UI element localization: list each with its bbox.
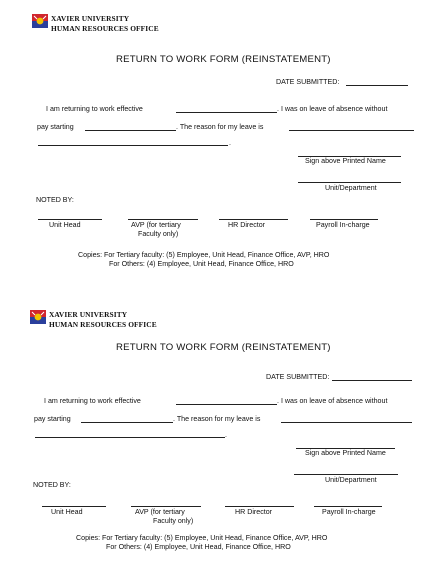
unit-head-label: Unit Head xyxy=(51,508,83,516)
sign-label: Sign above Printed Name xyxy=(305,157,386,165)
unit-label: Unit/Department xyxy=(325,476,377,484)
university-seal-icon xyxy=(30,310,46,324)
unit-label: Unit/Department xyxy=(325,184,377,192)
copies-tertiary: Copies: For Tertiary faculty: (5) Employee, Unit Head, Finance Office, AVP, HRO xyxy=(78,251,330,259)
reason-continuation-field[interactable] xyxy=(38,145,228,146)
pay-starting-field[interactable] xyxy=(81,422,173,423)
university-name: XAVIER UNIVERSITY xyxy=(49,310,128,319)
reason-text: . The reason for my leave is xyxy=(173,415,261,423)
date-submitted-field[interactable] xyxy=(332,380,412,381)
reason-field[interactable] xyxy=(289,130,414,131)
leave-text: . I was on leave of absence without xyxy=(277,105,388,113)
date-submitted-label: DATE SUBMITTED: xyxy=(266,373,330,381)
noted-by-label: NOTED BY: xyxy=(33,481,71,489)
avp-label: AVP (for tertiary xyxy=(135,508,185,516)
unit-head-label: Unit Head xyxy=(49,221,81,229)
reason-continuation-field[interactable] xyxy=(35,437,225,438)
unit-head-signature[interactable] xyxy=(42,506,106,507)
pay-starting-text: pay starting xyxy=(34,415,71,423)
copies-others: For Others: (4) Employee, Unit Head, Finance Office, HRO xyxy=(106,543,291,551)
form-title: RETURN TO WORK FORM (REINSTATEMENT) xyxy=(116,54,331,65)
copies-tertiary: Copies: For Tertiary faculty: (5) Employee, Unit Head, Finance Office, AVP, HRO xyxy=(76,534,328,542)
avp-signature[interactable] xyxy=(131,506,201,507)
period-text: . xyxy=(225,431,227,439)
form-title: RETURN TO WORK FORM (REINSTATEMENT) xyxy=(116,342,331,353)
payroll-signature[interactable] xyxy=(314,506,382,507)
hr-director-label: HR Director xyxy=(228,221,266,229)
office-name: HUMAN RESOURCES OFFICE xyxy=(51,24,159,33)
reason-text: . The reason for my leave is xyxy=(176,123,264,131)
hr-director-label: HR Director xyxy=(235,508,273,516)
return-date-field[interactable] xyxy=(176,404,277,405)
unit-head-signature[interactable] xyxy=(38,219,102,220)
sign-label: Sign above Printed Name xyxy=(305,449,386,457)
university-name: XAVIER UNIVERSITY xyxy=(51,14,130,23)
noted-by-label: NOTED BY: xyxy=(36,196,74,204)
avp-label-2: Faculty only) xyxy=(153,517,194,525)
date-submitted-field[interactable] xyxy=(346,85,408,86)
avp-signature[interactable] xyxy=(128,219,198,220)
return-date-field[interactable] xyxy=(176,112,277,113)
payroll-signature[interactable] xyxy=(310,219,378,220)
avp-label-2: Faculty only) xyxy=(138,230,179,238)
university-seal-icon xyxy=(32,14,48,28)
payroll-label: Payroll In-charge xyxy=(322,508,376,516)
period-text: . xyxy=(229,139,231,147)
leave-text: . I was on leave of absence without xyxy=(277,397,388,405)
pay-starting-text: pay starting xyxy=(37,123,74,131)
return-date-text: I am returning to work effective xyxy=(46,105,143,113)
avp-label: AVP (for tertiary xyxy=(131,221,181,229)
payroll-label: Payroll In-charge xyxy=(316,221,370,229)
return-date-text: I am returning to work effective xyxy=(44,397,141,405)
copies-others: For Others: (4) Employee, Unit Head, Finance Office, HRO xyxy=(109,260,294,268)
hr-director-signature[interactable] xyxy=(219,219,288,220)
unit-field[interactable] xyxy=(294,474,398,475)
date-submitted-label: DATE SUBMITTED: xyxy=(276,78,340,86)
office-name: HUMAN RESOURCES OFFICE xyxy=(49,320,157,329)
pay-starting-field[interactable] xyxy=(85,130,176,131)
hr-director-signature[interactable] xyxy=(225,506,294,507)
reason-field[interactable] xyxy=(281,422,412,423)
unit-field[interactable] xyxy=(298,182,401,183)
